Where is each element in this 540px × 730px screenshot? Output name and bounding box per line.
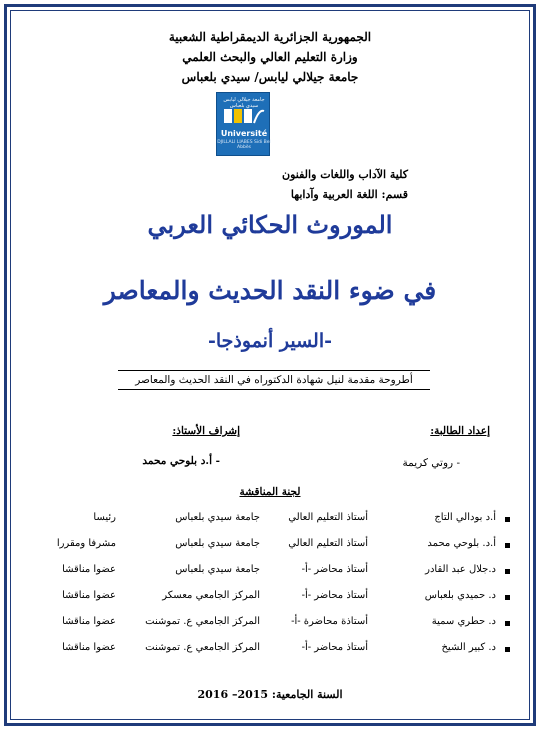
member-institution: جامعة سيدي بلعباس: [175, 538, 260, 549]
academic-year: السنة الجامعية: 2015– 2016: [197, 688, 343, 701]
student-name: - روتي كريمة: [402, 457, 460, 469]
member-rank: أستاذ محاضر -أ-: [301, 564, 368, 575]
member-name: أ.د. بلوحي محمد: [427, 538, 496, 549]
page-border-inner: [10, 10, 530, 720]
university-logo: [216, 92, 270, 156]
member-rank: أستاذ التعليم العالي: [288, 512, 368, 523]
bullet-icon: [505, 517, 510, 522]
logo-subname: DJILLALI LIABES Sidi Bel Abbès: [217, 140, 271, 150]
bullet-icon: [505, 647, 510, 652]
member-name: د. حطري سمية: [431, 616, 496, 627]
member-institution: جامعة سيدي بلعباس: [175, 512, 260, 523]
member-name: د.جلال عبد القادر: [425, 564, 496, 575]
committee-row: [38, 538, 496, 556]
member-institution: المركز الجامعي ع. تموشنت: [145, 642, 260, 653]
member-institution: المركز الجامعي معسكر: [162, 590, 260, 601]
member-name: أ.د بودالي التاج: [434, 512, 496, 523]
logo-name: Université: [220, 129, 268, 138]
committee-row: [38, 616, 496, 634]
member-role: عضوا مناقشا: [62, 564, 116, 575]
logo-emblem-icon: [223, 107, 265, 125]
committee-row: [38, 642, 496, 660]
member-rank: أستاذ محاضر -أ-: [301, 590, 368, 601]
thesis-degree-note: أطروحة مقدمة لنيل شهادة الدكتوراه في النقد الحديث والمعاصر: [118, 370, 430, 390]
ministry-heading: وزارة التعليم العالي والبحث العلمي: [182, 50, 358, 64]
faculty-name: كلية الآداب واللغات والفنون: [282, 168, 408, 181]
member-role: عضوا مناقشا: [62, 642, 116, 653]
supervisor-name: - أ.د بلوحي محمد: [142, 455, 220, 467]
thesis-title-line2: في ضوء النقد الحديث والمعاصر: [103, 276, 437, 305]
thesis-title-line3: -السير أنموذجا-: [208, 330, 332, 352]
thesis-title-line1: الموروث الحكائي العربي: [147, 210, 393, 239]
logo-arabic-text: جامعة جيلالي ليابس سيدي بلعباس: [223, 97, 265, 109]
committee-row: [38, 564, 496, 582]
member-rank: أستاذ محاضر -أ-: [301, 642, 368, 653]
member-role: رئيسا: [93, 512, 116, 523]
bullet-icon: [505, 621, 510, 626]
member-role: عضوا مناقشا: [62, 616, 116, 627]
member-name: د. كبير الشيخ: [441, 642, 496, 653]
supervisor-label: إشراف الأستاذ:: [172, 425, 240, 437]
bullet-icon: [505, 595, 510, 600]
committee-row: [38, 590, 496, 608]
university-heading: جامعة جيلالي ليابس/ سيدي بلعباس: [181, 70, 359, 84]
member-rank: أستاذ التعليم العالي: [288, 538, 368, 549]
member-rank: أستاذة محاضرة -أ-: [291, 616, 368, 627]
bullet-icon: [505, 543, 510, 548]
member-role: عضوا مناقشا: [62, 590, 116, 601]
member-name: د. حميدي بلعباس: [424, 590, 496, 601]
member-institution: المركز الجامعي ع. تموشنت: [145, 616, 260, 627]
member-role: مشرفا ومقررا: [56, 538, 116, 549]
department-name: قسم: اللغة العربية وآدابها: [290, 188, 408, 201]
committee-heading: لجنة المناقشة: [239, 486, 301, 498]
committee-row: [38, 512, 496, 530]
prepared-by-label: إعداد الطالبة:: [430, 425, 490, 437]
republic-heading: الجمهورية الجزائرية الديمقراطية الشعبية: [168, 30, 372, 44]
member-institution: جامعة سيدي بلعباس: [175, 564, 260, 575]
bullet-icon: [505, 569, 510, 574]
